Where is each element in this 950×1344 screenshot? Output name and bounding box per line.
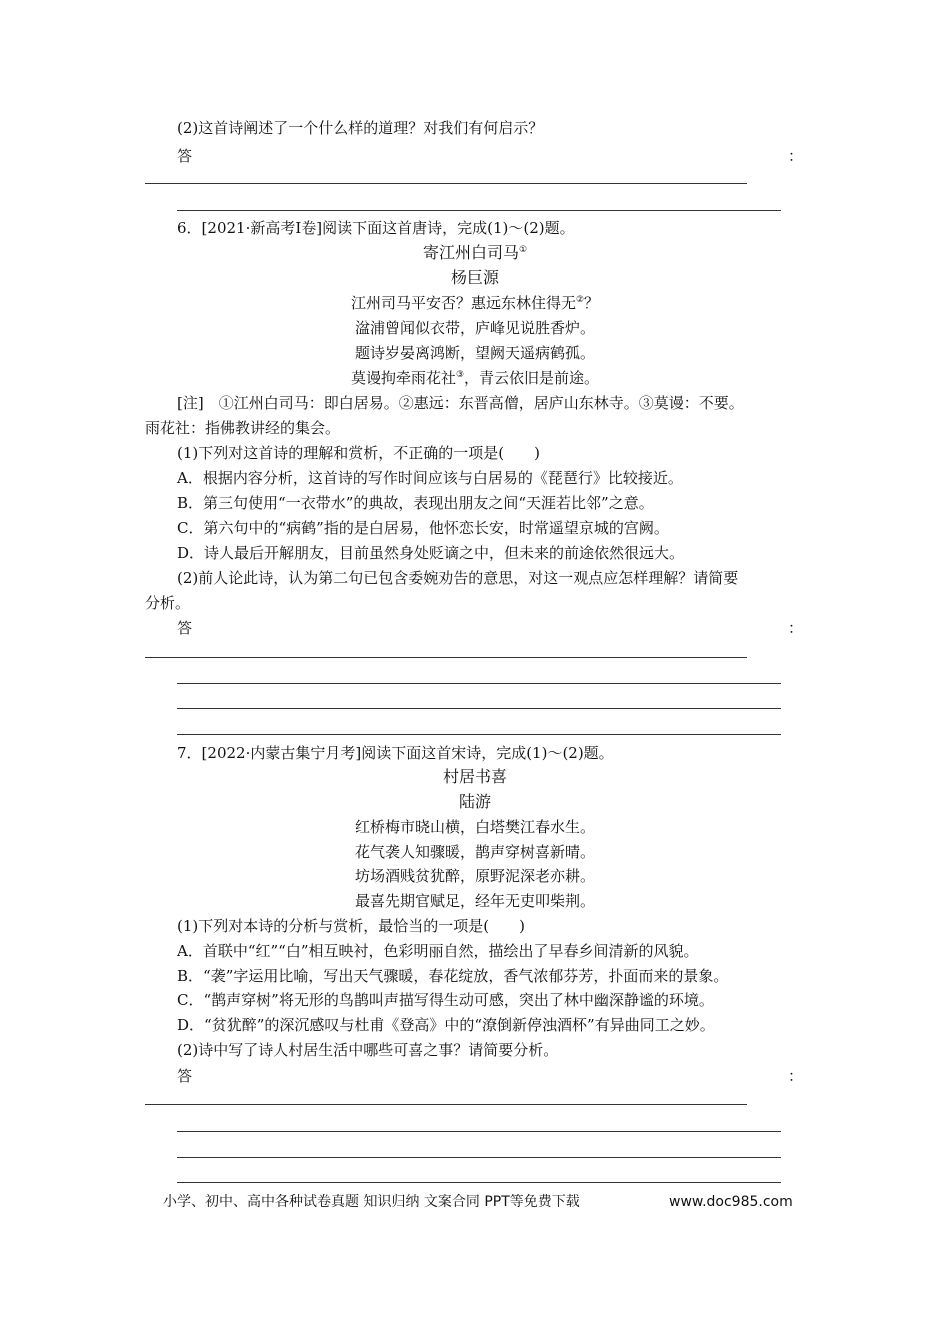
q6-header: 6．[2021·新高考Ⅰ卷]阅读下面这首唐诗，完成(1)～(2)题。 [177,219,575,237]
q6-poem-line: 题诗岁晏离鸿断，望阙天遥病鹤孤。 [354,344,595,362]
answer-line [145,657,747,658]
q6-sub2-cont: 分析。 [145,594,191,612]
q7-poem-author: 陆游 [458,792,491,811]
q7-poem-title: 村居书喜 [442,767,507,786]
answer-line [177,734,781,735]
q7-poem-line: 花气袭人知骤暖，鹊声穿树喜新晴。 [354,843,595,861]
answer-line [145,183,747,184]
q7-poem-line: 最喜先期官赋足，经年无吏叩柴荆。 [354,892,595,910]
q6-option-a: A．根据内容分析，这首诗的写作时间应该与白居易的《琵琶行》比较接近。 [177,469,683,487]
q5-sub2: (2)这首诗阐述了一个什么样的道理？对我们有何启示？ [177,119,544,137]
q6-poem-line: 莫谩拘牵雨花社③，青云依旧是前途。 [350,369,600,387]
answer-line [177,1182,781,1183]
q5-answer-colon: ： [788,147,804,165]
q7-sub2: (2)诗中写了诗人村居生活中哪些可喜之事？请简要分析。 [177,1041,559,1059]
q6-sub2: (2)前人论此诗，认为第二句已包含委婉劝告的意思，对这一观点应怎样理解？请简要 [177,569,739,587]
q6-sub1: (1)下列对这首诗的理解和赏析，不正确的一项是( ) [177,444,540,462]
q7-poem-line: 坊场酒贱贫犹醉，原野泥深老亦耕。 [354,867,595,885]
q7-header: 7．[2022·内蒙古集宁月考]阅读下面这首宋诗，完成(1)～(2)题。 [177,744,614,762]
q6-note-line: [注] ①江州白司马：即白居易。②惠远：东晋高僧，居庐山东林寺。③莫谩：不要。 [177,394,744,412]
answer-line [177,1157,781,1158]
q7-answer-label: 答 [177,1067,193,1085]
q7-option-c: C．“鹊声穿树”将无形的鸟鹊叫声描写得生动可感，突出了林中幽深静谧的环境。 [177,991,714,1009]
q6-poem-author: 杨巨源 [450,268,499,287]
q5-answer-label: 答 [177,147,193,165]
q7-option-a: A．首联中“红”“白”相互映衬，色彩明丽自然，描绘出了早春乡间清新的风貌。 [177,942,699,960]
q6-answer-label: 答 [177,619,193,637]
q6-option-d: D．诗人最后开解朋友，目前虽然身处贬谪之中，但未来的前途依然很远大。 [177,544,685,562]
q6-poem-line: 湓浦曾闻似衣带，庐峰见说胜香炉。 [354,319,595,337]
answer-line [177,210,781,211]
q6-option-b: B．第三句使用“一衣带水”的典故，表现出朋友之间“天涯若比邻”之意。 [177,494,654,512]
q6-poem-line: 江州司马平安否？惠远东林住得无②？ [350,294,600,312]
answer-line [177,683,781,684]
q7-poem-line: 红桥梅市晓山横，白塔樊江春水生。 [354,818,595,836]
answer-line [177,1131,781,1132]
q6-note-line: 雨花社：指佛教讲经的集会。 [145,419,341,437]
footer-text: 小学、初中、高中各种试卷真题 知识归纳 文案合同 PPT等免费下载 [163,1194,580,1210]
q7-option-b: B．“袭”字运用比喻，写出天气骤暖，春花绽放，香气浓郁芬芳，扑面而来的景象。 [177,967,729,985]
q7-option-d: D．“贫犹醉”的深沉感叹与杜甫《登高》中的“潦倒新停浊酒杯”有异曲同工之妙。 [177,1016,715,1034]
q7-answer-colon: ： [788,1067,804,1085]
q7-sub1: (1)下列对本诗的分析与赏析，最恰当的一项是( ) [177,917,525,935]
q6-option-c: C．第六句中的“病鹤”指的是白居易，他怀恋长安，时常遥望京城的宫阙。 [177,519,669,537]
answer-line [145,1104,747,1105]
q6-poem-title: 寄江州白司马① [422,243,528,262]
answer-line [177,708,781,709]
footer-url: www.doc985.com [669,1194,793,1210]
q6-answer-colon: ： [788,619,804,637]
